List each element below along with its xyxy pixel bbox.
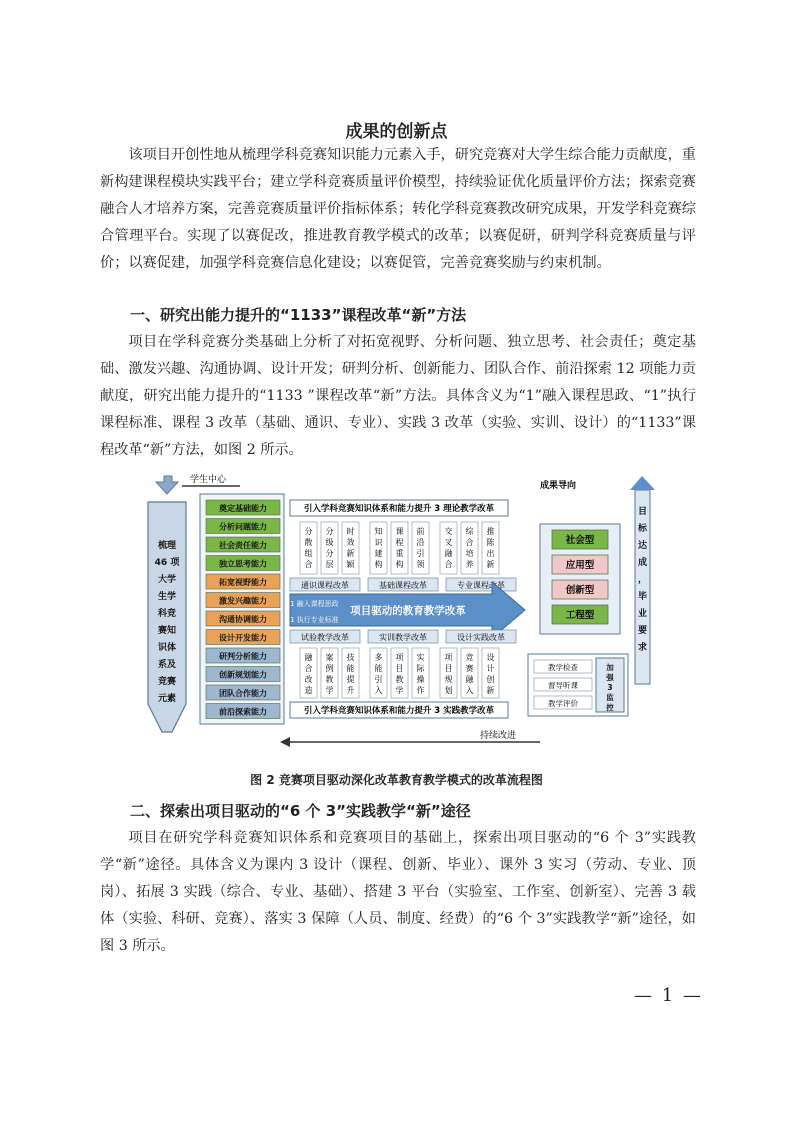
ability-label: 研判分析能力 xyxy=(219,652,267,661)
mid-top-label: 专业课程改革 xyxy=(457,581,505,590)
bottom-banner: 引入学科竞赛知识体系和能力提升 3 实践教学改革 xyxy=(303,706,495,716)
monitor-item: 教学检查 xyxy=(548,663,578,672)
center-arrow-label: 项目驱动的教育教学改革 xyxy=(350,605,466,617)
section1-heading: 一、研究出能力提升的“1133”课程改革“新”方法 xyxy=(130,306,467,324)
ability-label: 拓宽视野能力 xyxy=(219,578,267,587)
bottom-column-label: 项目教学 xyxy=(395,653,404,695)
top-column-label: 分级分层 xyxy=(325,527,334,569)
top-column-label: 课程重构 xyxy=(395,527,404,569)
ability-label: 创新规划能力 xyxy=(219,670,267,680)
mid-bottom-label: 设计实践改革 xyxy=(457,633,505,642)
goal-text: 目标达成，毕业要求 xyxy=(637,507,648,653)
top-column-label: 分散组合 xyxy=(304,527,313,569)
left-column-line: 赛知 xyxy=(157,626,177,636)
bottom-column-label: 技能提升 xyxy=(346,653,355,695)
bottom-column-label: 案例教学 xyxy=(325,653,334,695)
goal-arrow-icon xyxy=(630,476,655,490)
mid-top-labels xyxy=(290,578,516,591)
top-banner: 引入学科竞赛知识体系和能力提升 3 理论教学改革 xyxy=(303,504,495,514)
mid-bottom-labels xyxy=(290,630,516,643)
ability-label: 沟通协调能力 xyxy=(219,615,267,624)
bottom-column-label: 融合改造 xyxy=(304,653,313,695)
monitor-item: 教学评价 xyxy=(548,699,578,708)
bottom-columns xyxy=(300,648,499,698)
bottom-column-label: 项目规划 xyxy=(444,653,453,695)
left-column-line: 大学 xyxy=(157,575,177,585)
top-column-label: 综合培养 xyxy=(465,527,474,569)
improve-arrow-icon xyxy=(280,737,290,747)
ability-label: 奠定基础能力 xyxy=(219,504,267,513)
goal-column xyxy=(635,490,650,684)
left-column-line: 竞赛 xyxy=(157,677,177,687)
ability-label: 前沿探索能力 xyxy=(219,707,267,717)
monitor-label: 加强 3 监控 xyxy=(606,663,614,712)
left-column-line: 元素 xyxy=(157,694,177,704)
outcome-label: 社会型 xyxy=(565,535,595,546)
outcome-label: 工程型 xyxy=(565,610,595,621)
outcome-label: 应用型 xyxy=(565,560,595,571)
mid-top-label: 基础课程改革 xyxy=(379,581,427,590)
mid-top-label: 通识课程改革 xyxy=(301,581,349,590)
student-center-label: 学生中心 xyxy=(190,475,227,485)
top-column-label: 推陈出新 xyxy=(486,527,495,569)
outcome-label: 创新型 xyxy=(565,585,595,596)
left-column-line: 生学 xyxy=(157,592,177,602)
left-column-line: 科竞 xyxy=(157,609,177,619)
top-column-label: 知识建构 xyxy=(374,527,383,569)
ability-label: 社会责任能力 xyxy=(219,541,267,550)
ability-label: 激发兴趣能力 xyxy=(219,596,267,606)
section1-paragraph: 项目在学科竞赛分类基础上分析了对拓宽视野、分析问题、独立思考、社会责任；奠定基础、激发兴趣、沟通协调、设计开发；研判分析、创新能力、团队合作、前沿探索 12 项能力贡献度，研究出能力提升的“1133 ”课程改革“新”方法。具体含义为“1”融入课程思政、“1”执行课程标准、课程 3 改革（基础、通识、专业）、实践 3 改革（实验、实训、设计）的“1133”课程改革“新”方法，如图 2 所示。 xyxy=(100,334,696,458)
bottom-column-label: 实际操作 xyxy=(416,653,425,695)
left-column-line: 识体 xyxy=(157,643,177,653)
bottom-column-label: 设计创新 xyxy=(486,653,495,695)
monitor-items xyxy=(534,660,592,709)
abilities-stack xyxy=(200,494,284,724)
left-column-line: 系及 xyxy=(157,660,177,670)
ability-label: 设计开发能力 xyxy=(219,633,267,643)
improve-label: 持续改进 xyxy=(480,731,517,741)
top-column-label: 交叉融合 xyxy=(444,527,453,569)
left-column-line: 梳理 xyxy=(157,541,177,551)
section2-paragraph: 项目在研究学科竞赛知识体系和竞赛项目的基础上，探索出项目驱动的“6 个 3”实践教学“新”途径。具体含义为课内 3 设计（课程、创新、毕业）、课外 3 实习（劳动、专业、顶岗）、拓展 3 实践（综合、专业、基础）、搭建 3 平台（实验室、工作室、创新室）、完善 3 载体（实验、科研、竞赛）、落实 3 保障（人员、制度、经费）的“6 个 3”实践教学“新”途径，如图 3 所示。 xyxy=(100,830,696,954)
left-column-line: 46 项 xyxy=(154,558,180,568)
page-title: 成果的创新点 xyxy=(345,122,448,142)
ability-label: 独立思考能力 xyxy=(219,559,267,569)
ability-label: 团队合作能力 xyxy=(219,689,267,698)
reform-flowchart xyxy=(140,474,660,764)
figure-caption: 图 2 竞赛项目驱动深化改革教育教学模式的改革流程图 xyxy=(250,773,543,787)
top-column-label: 前沿引领 xyxy=(416,527,425,569)
left-knowledge-column xyxy=(148,476,186,732)
top-column-label: 时效新颖 xyxy=(346,527,355,569)
outcome-title: 成果导向 xyxy=(540,481,577,491)
small-label-1: 1 融入课程思政 xyxy=(290,600,339,608)
mid-bottom-label: 试验教学改革 xyxy=(301,633,349,642)
bottom-column-label: 竞赛融入 xyxy=(465,653,474,695)
section2-heading: 二、探索出项目驱动的“6 个 3”实践教学“新”途径 xyxy=(130,802,471,820)
monitor-item: 督导听课 xyxy=(548,681,578,690)
mid-bottom-label: 实训教学改革 xyxy=(379,633,427,642)
intro-paragraph: 该项目开创性地从梳理学科竞赛知识能力元素入手，研究竞赛对大学生综合能力贡献度，重新构建课程模块实践平台；建立学科竞赛质量评价模型，持续验证优化质量评价方法；探索竞赛融合人才培养方案，完善竞赛质量评价指标体系；转化学科竞赛教改研究成果，开发学科竞赛综合管理平台。实现了以赛促改，推进教育教学模式的改革；以赛促研，研判学科竞赛质量与评价；以赛促建，加强学科竞赛信息化建设；以赛促管，完善竞赛奖励与约束机制。 xyxy=(100,147,696,271)
bottom-column-label: 多能引入 xyxy=(374,653,383,695)
ability-label: 分析问题能力 xyxy=(219,522,267,532)
page-number: — 1 — xyxy=(634,985,703,1006)
small-label-2: 1 执行专业标准 xyxy=(290,616,339,624)
top-columns xyxy=(300,522,499,574)
